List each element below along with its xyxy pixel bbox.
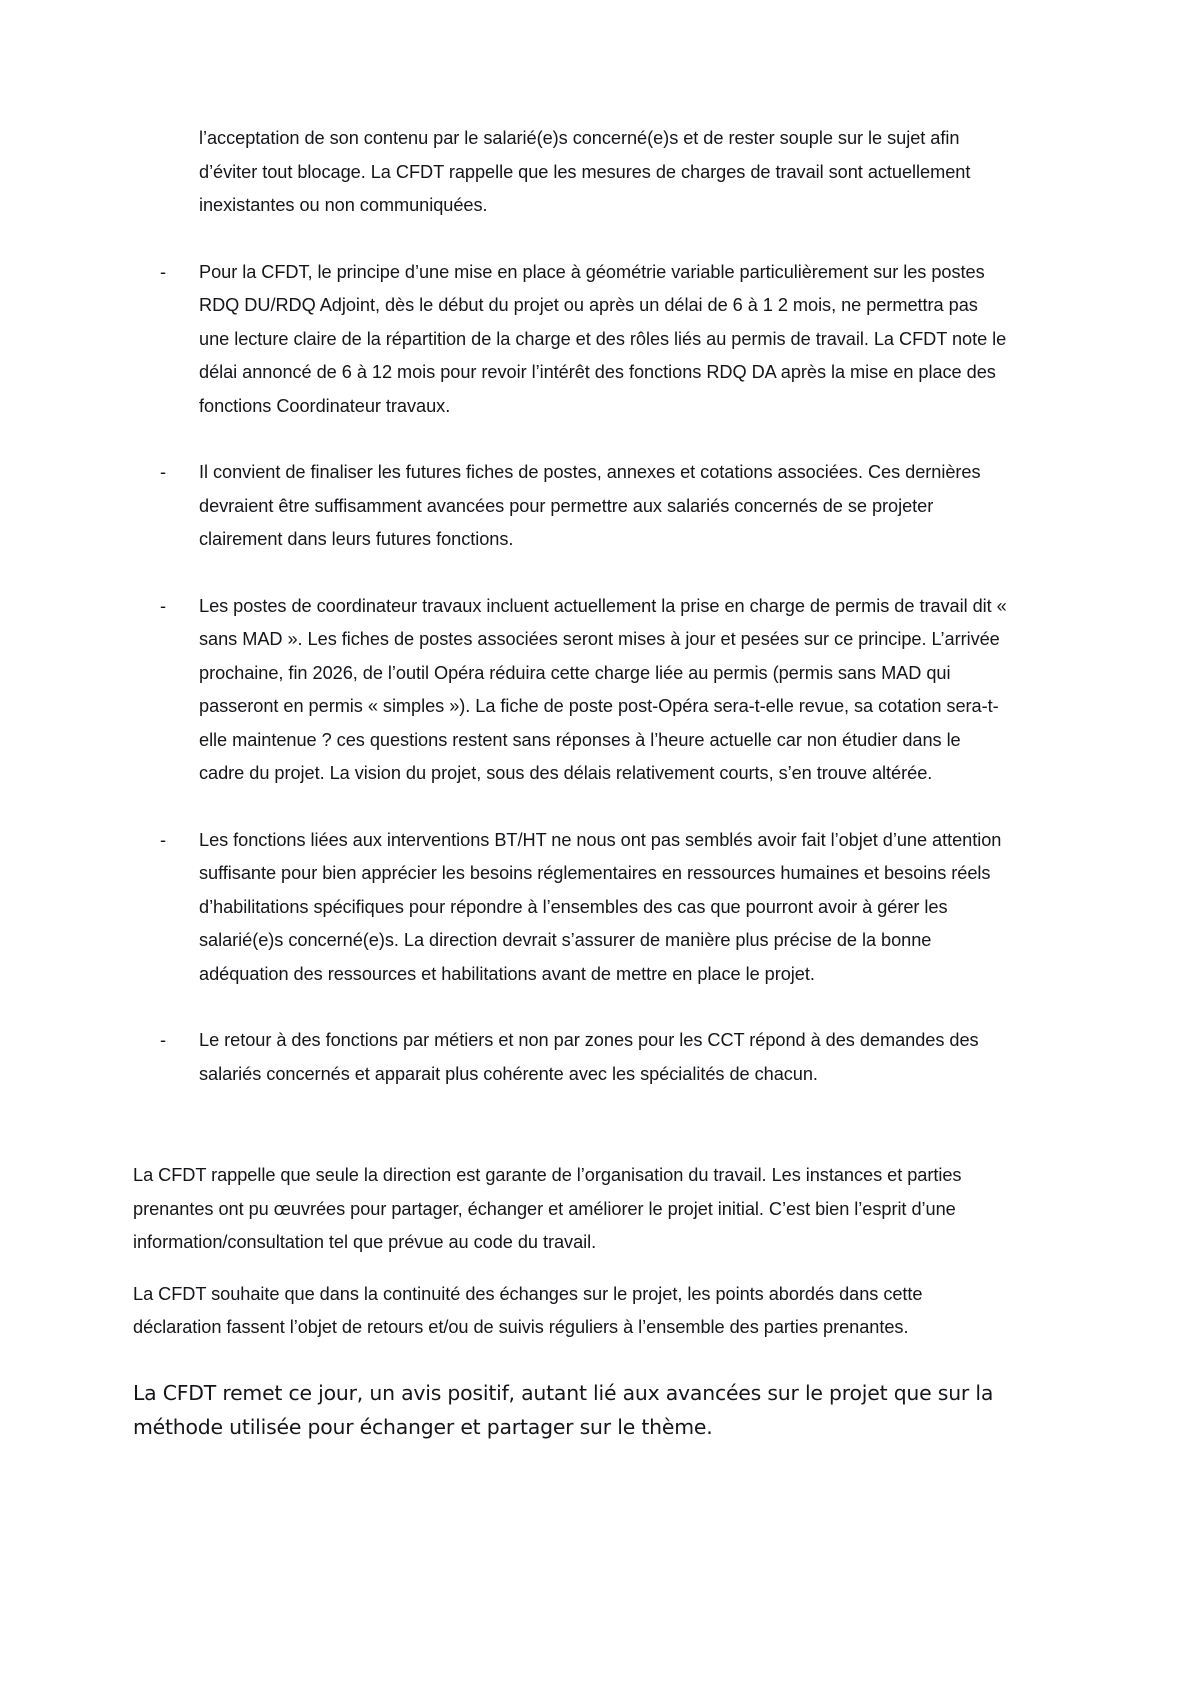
bullet-text: Les postes de coordinateur travaux incluent actuellement la prise en charge de permis de travail dit « sans MAD ». Les fiches de postes associées seront mises à jour et pesées sur ce principe. L’arrivée prochaine, fin 2026, de l’outil Opéra réduira cette charge liée au permis (permis sans MAD qui passeront en permis « simples »). La fiche de poste post-Opéra sera-t-elle revue, sa cotation sera-t-elle maintenue ? ces questions restent sans réponses à l’heure actuelle car non étudier dans le cadre du projet. La vision du projet, sous des délais relativement courts, s’en trouve altérée. bbox=[199, 595, 1007, 783]
dash-bullet-icon: - bbox=[160, 1030, 167, 1050]
closing-paragraph-direction-garante: La CFDT rappelle que seule la direction est garante de l’organisation du travail. Les instances et parties prenantes ont pu œuvrées pour partager, échanger et améliorer le projet initial. C’est bien l’esprit d’une information/consultation tel que prévue au code du travail. bbox=[133, 1165, 962, 1252]
closing-section bbox=[133, 1159, 1010, 1345]
bullet-text: Pour la CFDT, le principe d’une mise en place à géométrie variable particulièrement sur les postes RDQ DU/RDQ Adjoint, dès le début du projet ou après un délai de 6 à 1 2 mois, ne permettra pas une lecture claire de la répartition de la charge et des rôles liés au permis de travail. La CFDT note le délai annoncé de 6 à 12 mois pour revoir l’intérêt des fonctions RDQ DA après la mise en place des fonctions Coordinateur travaux. bbox=[199, 261, 1007, 416]
dash-bullet-icon: - bbox=[160, 829, 167, 850]
bullet-text: Il convient de finaliser les futures fiches de postes, annexes et cotations associées. Ces dernières devraient être suffisamment avancées pour permettre aux salariés concernés de se projeter clairement dans leurs futures fonctions. bbox=[199, 462, 981, 549]
bullet-text: Les fonctions liées aux interventions BT/HT ne nous ont pas semblés avoir fait l’objet d’une attention suffisante pour bien apprécier les besoins réglementaires en ressources humaines et besoins réels d’habilitations spécifiques pour répondre à l’ensembles des cas que pourront avoir à gérer les salarié(e)s concerné(e)s. La direction devrait s’assurer de manière plus précise de la bonne adéquation des ressources et habilitations avant de mettre en place le projet. bbox=[199, 829, 1002, 984]
section-spacer bbox=[133, 1091, 1010, 1159]
dash-bullet-icon: - bbox=[160, 595, 167, 616]
bullet-geometrie-variable bbox=[133, 256, 1010, 424]
bullet-bt-ht bbox=[133, 824, 1010, 992]
bullet-fiches-de-postes bbox=[133, 456, 1010, 557]
bullet-cct-metiers bbox=[133, 1024, 1010, 1091]
bullet-coordinateur-travaux bbox=[133, 590, 1010, 791]
final-statement-avis-positif: La CFDT remet ce jour, un avis positif, autant lié aux avancées sur le projet que sur la méthode utilisée pour échanger et partager sur le thème. bbox=[133, 1380, 994, 1439]
bullet-text: Le retour à des fonctions par métiers et non par zones pour les CCT répond à des demandes des salariés concernés et apparait plus cohérente avec les spécialités de chacun. bbox=[199, 1030, 979, 1084]
dash-bullet-icon: - bbox=[160, 462, 167, 482]
observations-bullet-list bbox=[133, 256, 1010, 1092]
continuation-paragraph: l’acceptation de son contenu par le salarié(e)s concerné(e)s et de rester souple sur le sujet afin d’éviter tout blocage. La CFDT rappelle que les mesures de charges de travail sont actuellement inexistantes ou non communiquées. bbox=[199, 128, 971, 215]
dash-bullet-icon: - bbox=[160, 261, 167, 282]
closing-paragraph-suivis-reguliers: La CFDT souhaite que dans la continuité des échanges sur le projet, les points abordés dans cette déclaration fassent l’objet de retours et/ou de suivis réguliers à l’ensemble des parties prenantes. bbox=[133, 1283, 923, 1337]
